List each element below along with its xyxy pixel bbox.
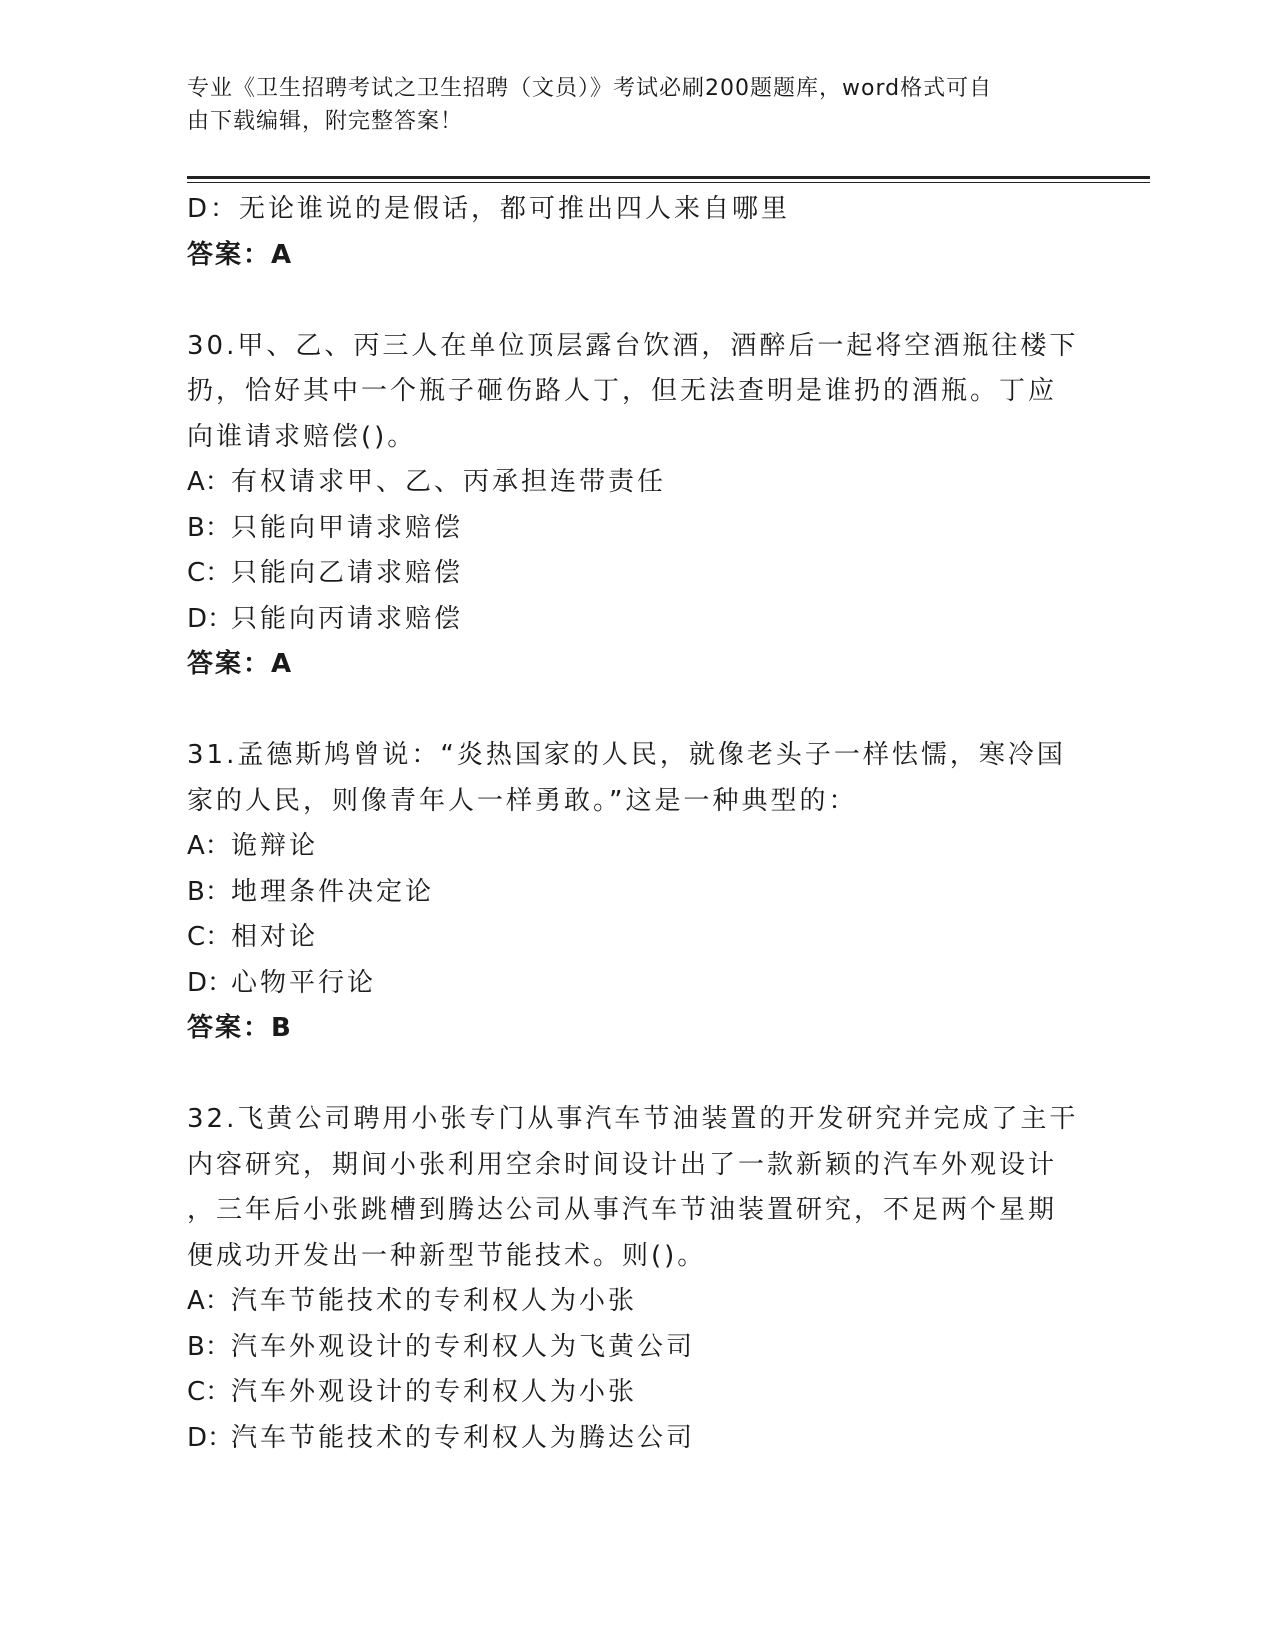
question-32-line-3: ，三年后小张跳槽到腾达公司从事汽车节油装置研究，不足两个星期 [187,1195,1058,1225]
question-31 [187,733,1067,1052]
question-30-line-1: 30.甲、乙、丙三人在单位顶层露台饮酒，酒醉后一起将空酒瓶往楼下 [187,330,1079,361]
option-letter: D： [187,1422,234,1453]
page-header [187,72,1067,138]
option-text: 只能向甲请求赔偿 [231,512,464,543]
option-letter: C： [187,558,232,588]
option-letter: A： [187,831,231,861]
question-32-stem [187,1097,1079,1279]
option-letter: B： [187,512,231,543]
question-30-stem [187,324,1079,461]
question-32-line-4: 便成功开发出一种新型节能技术。则()。 [187,1240,707,1271]
question-32-option-c [187,1370,1067,1416]
option-text: 相对论 [231,922,319,952]
question-31-option-a [187,824,1067,870]
option-text: 汽车节能技术的专利权人为小张 [231,1286,638,1316]
question-31-option-b [187,870,1067,916]
question-30-option-c [187,551,1067,597]
option-text: 地理条件决定论 [231,876,435,907]
option-text: 只能向丙请求赔偿 [231,603,464,634]
option-letter: D： [187,603,234,634]
question-32 [187,1097,1079,1461]
option-text: 诡辩论 [231,831,319,861]
question-31-answer: 答案：B [187,1013,293,1043]
option-letter: C： [187,1377,232,1407]
option-text: 有权请求甲、乙、丙承担连带责任 [231,467,667,497]
option-letter: D： [187,967,234,998]
question-30-option-b [187,506,1067,552]
question-31-line-1: 31.孟德斯鸠曾说：“炎热国家的人民，就像老头子一样怯懦，寒冷国 [187,740,1066,770]
question-32-option-a [187,1279,1067,1325]
question-30-option-d [187,597,1067,643]
header-rule-thick [187,176,1150,179]
question-30-line-3: 向谁请求赔偿()。 [187,421,417,452]
option-letter: A： [187,467,231,497]
option-letter: A： [187,1286,231,1316]
question-30-answer: 答案：A [187,649,294,679]
spacer [187,688,1067,734]
question-31-line-2: 家的人民，则像青年人一样勇敢。”这是一种典型的： [187,785,858,816]
question-31-stem [187,733,1067,824]
question-32-option-b [187,1325,1067,1371]
question-30-option-a [187,460,1067,506]
header-line-2: 由下载编辑，附完整答案！ [187,109,464,134]
prev-answer: 答案：A [187,239,294,270]
header-line-1: 专业《卫生招聘考试之卫生招聘（文员）》考试必刷200题题库，word格式可自 [187,76,993,101]
question-32-option-d [187,1416,1067,1462]
question-31-option-d [187,961,1067,1007]
header-rule-thin [187,182,1150,183]
option-text: 汽车节能技术的专利权人为腾达公司 [231,1422,696,1453]
question-30-line-2: 扔，恰好其中一个瓶子砸伤路人丁，但无法查明是谁扔的酒瓶。丁应 [187,376,1058,406]
option-text: 心物平行论 [231,967,377,998]
spacer [187,1052,1067,1098]
question-30 [187,324,1079,688]
option-text: 汽车外观设计的专利权人为飞黄公司 [231,1331,696,1362]
option-letter: B： [187,1331,231,1362]
option-letter: B： [187,876,231,907]
prev-option-d: D：无论谁说的是假话，都可推出四人来自哪里 [187,194,791,224]
document-body [187,187,1079,1461]
question-32-line-1: 32.飞黄公司聘用小张专门从事汽车节油装置的开发研究并完成了主干 [187,1104,1079,1134]
question-31-option-c [187,915,1067,961]
option-text: 汽车外观设计的专利权人为小张 [231,1377,638,1407]
question-32-line-2: 内容研究，期间小张利用空余时间设计出了一款新颖的汽车外观设计 [187,1149,1058,1180]
spacer [187,278,1067,324]
option-letter: C： [187,922,232,952]
option-text: 只能向乙请求赔偿 [231,558,464,588]
